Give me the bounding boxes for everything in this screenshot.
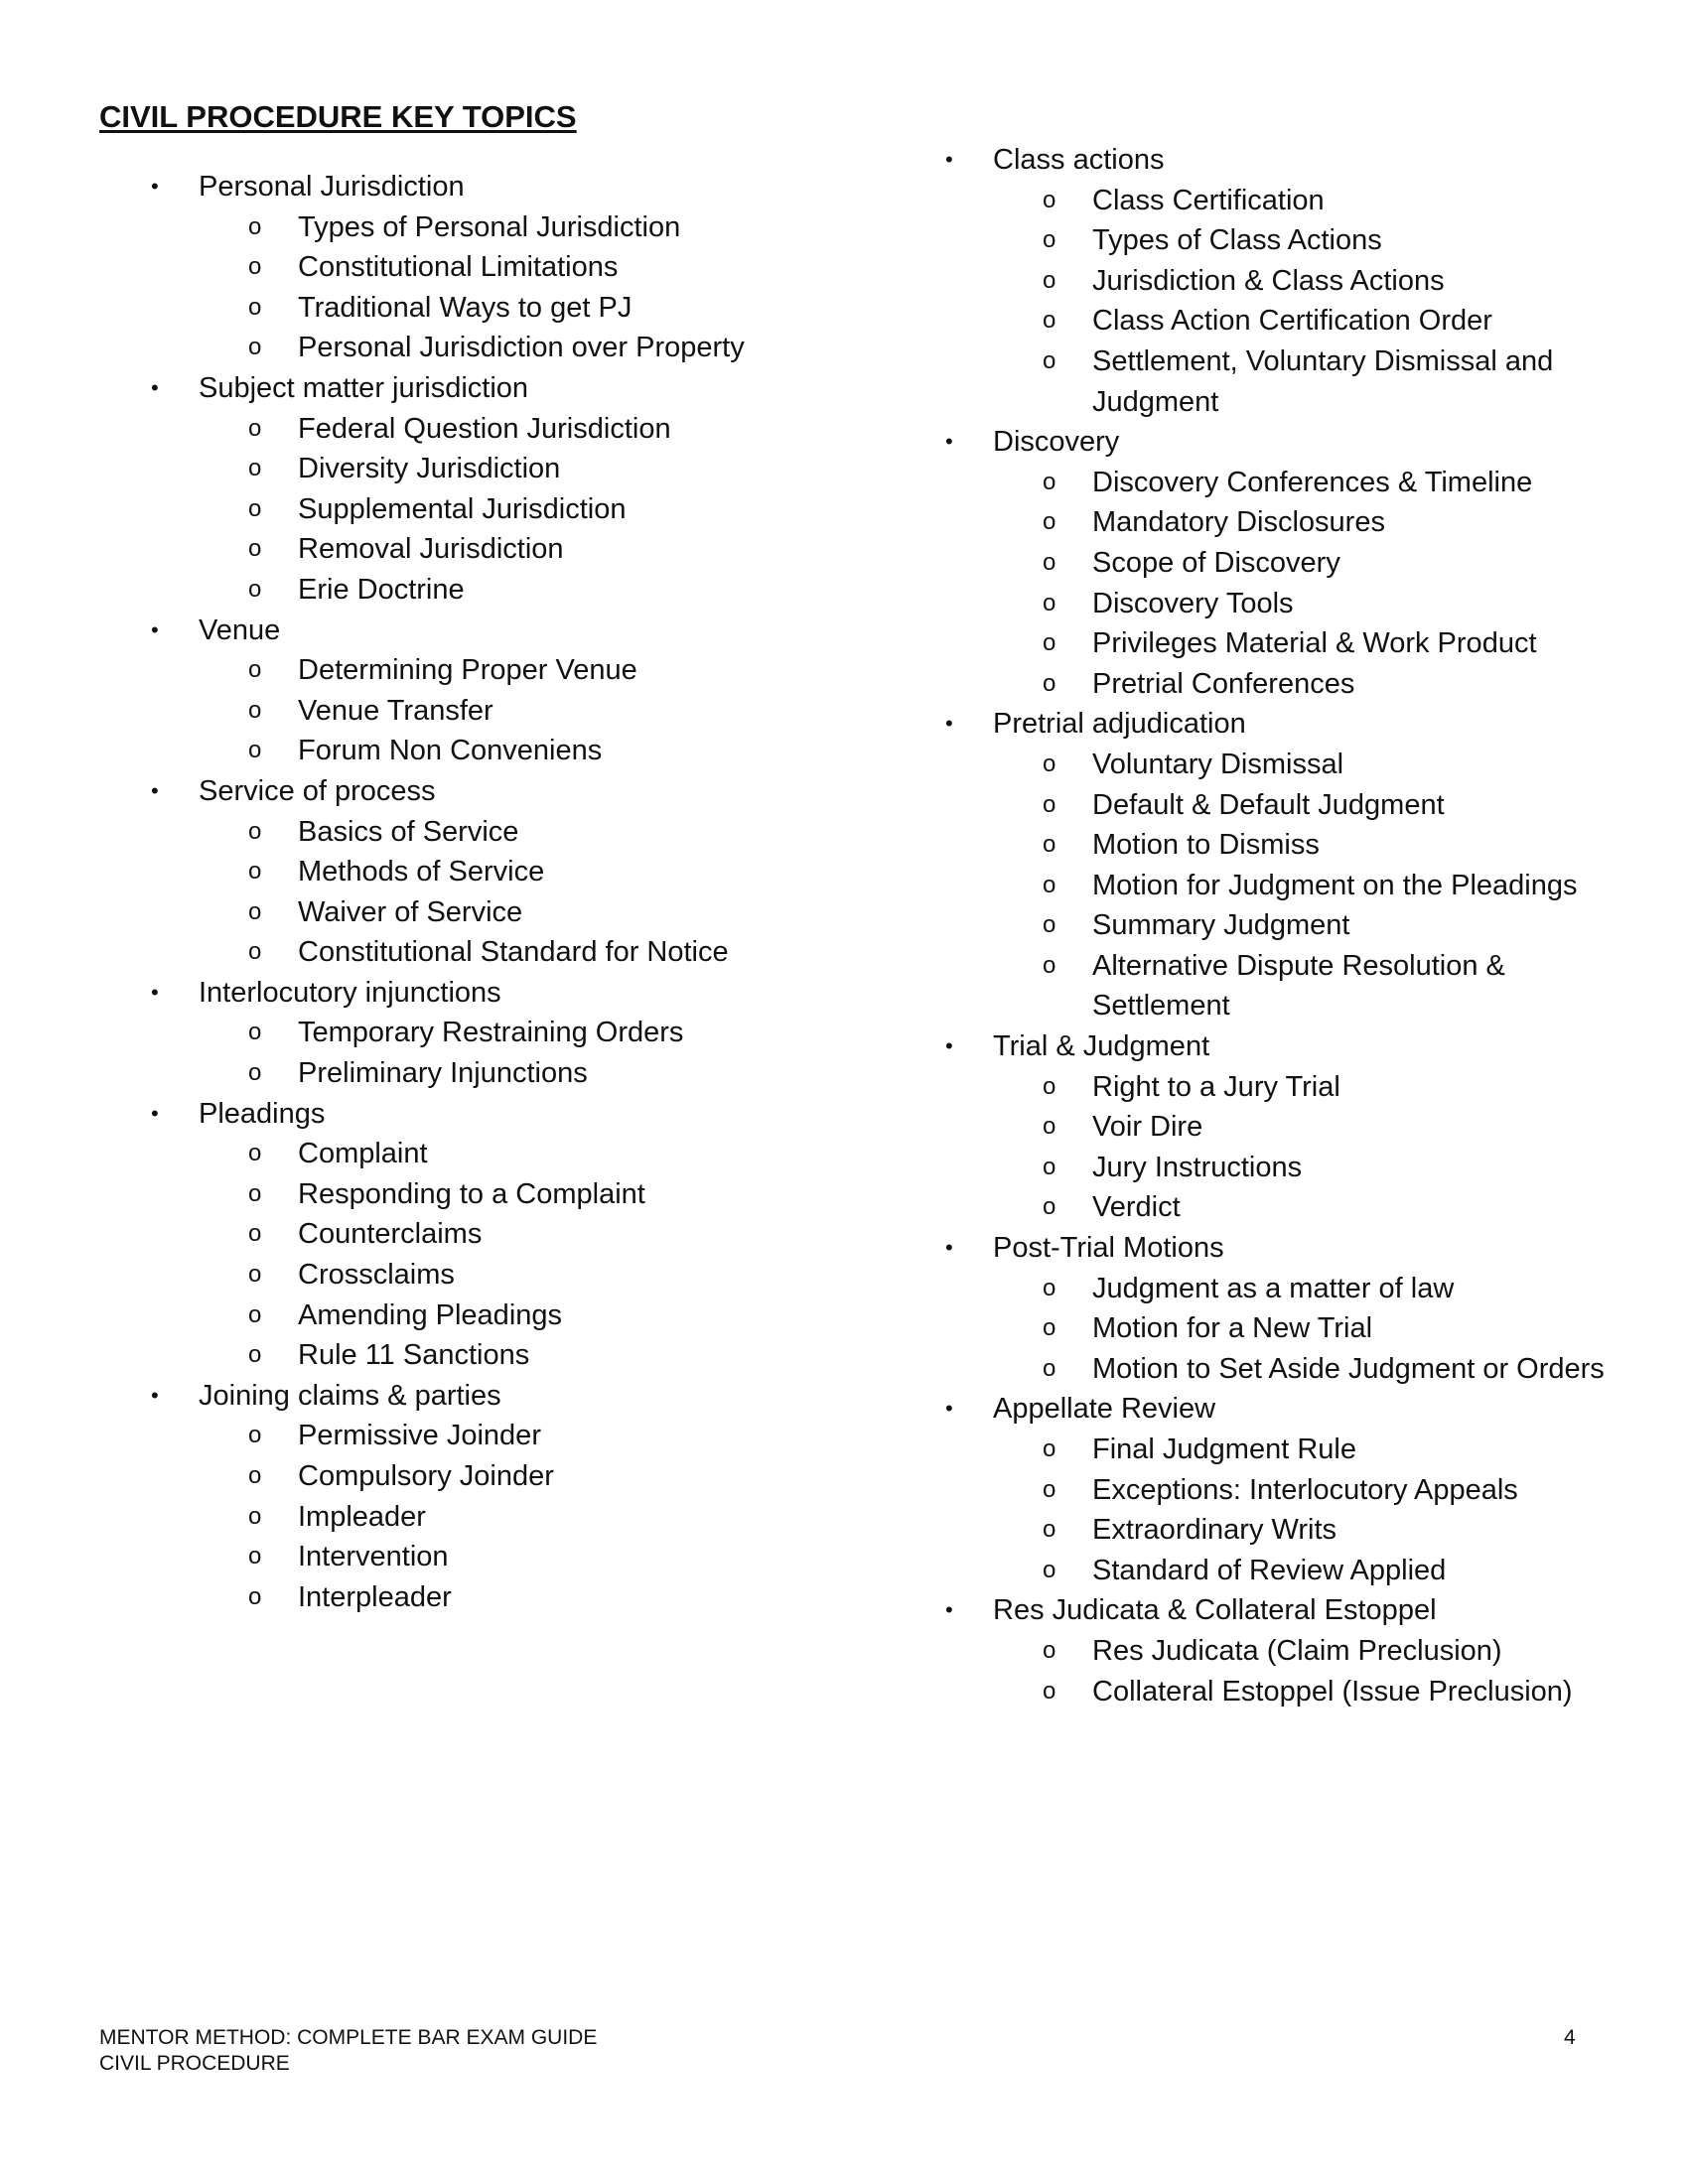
- topic-item: [99, 1094, 854, 1135]
- subtopic-label: Voluntary Dismissal: [1092, 748, 1344, 780]
- topic-item: [99, 368, 854, 409]
- subtopic-item: [894, 584, 1609, 624]
- subtopic-label: Jurisdiction & Class Actions: [1092, 264, 1445, 297]
- topic-item: [99, 973, 854, 1014]
- circle-bullet-icon: o: [248, 1582, 262, 1610]
- subtopic-item: [894, 220, 1609, 261]
- subtopic-item: [99, 1174, 854, 1215]
- circle-bullet-icon: o: [1043, 911, 1056, 939]
- subtopic-label: Mandatory Disclosures: [1092, 506, 1385, 539]
- circle-bullet-icon: o: [1043, 1072, 1056, 1100]
- bullet-icon: •: [151, 616, 159, 642]
- subtopic-label: Motion to Set Aside Judgment or Orders: [1092, 1352, 1605, 1385]
- circle-bullet-icon: o: [248, 897, 262, 925]
- bullet-icon: •: [945, 711, 953, 737]
- circle-bullet-icon: o: [1043, 1193, 1056, 1221]
- circle-bullet-icon: o: [1043, 1677, 1056, 1705]
- subtopic-item: [894, 1067, 1609, 1108]
- circle-bullet-icon: o: [248, 1059, 262, 1087]
- footer: [99, 2025, 597, 2077]
- subtopic-item: [99, 1053, 854, 1094]
- subtopic-label: Privileges Material & Work Product: [1092, 627, 1537, 660]
- subtopic-label: Jury Instructions: [1092, 1151, 1303, 1183]
- subtopic-item: [894, 261, 1609, 302]
- subtopic-item: [894, 1349, 1609, 1390]
- bullet-icon: •: [945, 1597, 953, 1623]
- subtopic-label: Types of Class Actions: [1092, 224, 1382, 257]
- subtopic-label: Basics of Service: [298, 815, 519, 848]
- bullet-icon: •: [151, 374, 159, 400]
- subtopic-label: Impleader: [298, 1500, 426, 1533]
- subtopic-item: [894, 905, 1609, 946]
- subtopic-item: [99, 1296, 854, 1336]
- circle-bullet-icon: o: [1043, 1113, 1056, 1141]
- circle-bullet-icon: o: [248, 414, 262, 442]
- subtopic-label: Voir Dire: [1092, 1111, 1203, 1144]
- circle-bullet-icon: o: [248, 938, 262, 966]
- subtopic-item: [894, 1551, 1609, 1591]
- topic-label: Post-Trial Motions: [993, 1232, 1224, 1265]
- circle-bullet-icon: o: [248, 1140, 262, 1167]
- subtopic-label: Judgment as a matter of law: [1092, 1272, 1455, 1304]
- footer-section-title: CIVIL PROCEDURE: [99, 2052, 290, 2075]
- subtopic-item: [894, 1308, 1609, 1349]
- subtopic-item: [99, 1134, 854, 1174]
- subtopic-item: [99, 932, 854, 973]
- topic-label: Personal Jurisdiction: [199, 171, 465, 203]
- topic-label: Class actions: [993, 144, 1165, 176]
- subtopic-label: Crossclaims: [298, 1259, 455, 1292]
- subtopic-item: [99, 1214, 854, 1255]
- subtopic-label: Permissive Joinder: [298, 1420, 541, 1452]
- topic-item: [894, 704, 1609, 745]
- subtopic-label: Responding to a Complaint: [298, 1177, 645, 1210]
- subtopic-label: Counterclaims: [298, 1218, 483, 1251]
- circle-bullet-icon: o: [1043, 1354, 1056, 1382]
- subtopic-label: Motion for Judgment on the Pleadings: [1092, 869, 1578, 901]
- subtopic-label: Class Action Certification Order: [1092, 305, 1492, 338]
- subtopic-item: [894, 1672, 1609, 1712]
- circle-bullet-icon: o: [1043, 346, 1056, 374]
- circle-bullet-icon: o: [1043, 790, 1056, 818]
- subtopic-label: Methods of Service: [298, 856, 545, 888]
- subtopic-label: Types of Personal Jurisdiction: [298, 210, 681, 243]
- page-title: CIVIL PROCEDURE KEY TOPICS: [99, 99, 577, 134]
- topic-item: [894, 1590, 1609, 1631]
- subtopic-item: [894, 341, 1609, 422]
- circle-bullet-icon: o: [1043, 508, 1056, 536]
- bullet-icon: •: [945, 1235, 953, 1261]
- topic-item: [894, 1389, 1609, 1430]
- subtopic-item: [894, 1269, 1609, 1309]
- topic-item: [99, 771, 854, 812]
- subtopic-item: [99, 892, 854, 933]
- subtopic-label: Interpleader: [298, 1580, 452, 1613]
- subtopic-item: [894, 1631, 1609, 1672]
- subtopic-item: [99, 489, 854, 530]
- subtopic-item: [894, 825, 1609, 866]
- circle-bullet-icon: o: [248, 696, 262, 724]
- subtopic-label: Alternative Dispute Resolution & Settlement: [1092, 949, 1505, 1023]
- circle-bullet-icon: o: [248, 737, 262, 764]
- subtopic-label: Standard of Review Applied: [1092, 1554, 1447, 1586]
- bullet-icon: •: [945, 1396, 953, 1422]
- circle-bullet-icon: o: [248, 1543, 262, 1570]
- circle-bullet-icon: o: [248, 293, 262, 321]
- circle-bullet-icon: o: [1043, 750, 1056, 777]
- circle-bullet-icon: o: [1043, 548, 1056, 576]
- subtopic-item: [99, 288, 854, 329]
- topic-label: Interlocutory injunctions: [199, 976, 501, 1009]
- subtopic-label: Extraordinary Writs: [1092, 1514, 1337, 1547]
- circle-bullet-icon: o: [1043, 468, 1056, 495]
- subtopic-item: [99, 328, 854, 368]
- topic-label: Pleadings: [199, 1097, 326, 1130]
- circle-bullet-icon: o: [1043, 226, 1056, 254]
- subtopic-label: Final Judgment Rule: [1092, 1433, 1356, 1465]
- subtopic-label: Erie Doctrine: [298, 573, 465, 606]
- subtopic-item: [99, 650, 854, 691]
- circle-bullet-icon: o: [1043, 266, 1056, 294]
- circle-bullet-icon: o: [248, 535, 262, 563]
- subtopic-label: Summary Judgment: [1092, 909, 1350, 942]
- bullet-icon: •: [151, 777, 159, 803]
- subtopic-item: [99, 207, 854, 248]
- subtopic-item: [894, 946, 1609, 1026]
- subtopic-item: [99, 409, 854, 450]
- topic-label: Discovery: [993, 426, 1120, 459]
- subtopic-item: [894, 463, 1609, 503]
- circle-bullet-icon: o: [1043, 1556, 1056, 1583]
- circle-bullet-icon: o: [1043, 1636, 1056, 1664]
- subtopic-label: Supplemental Jurisdiction: [298, 492, 627, 525]
- subtopic-item: [894, 623, 1609, 664]
- circle-bullet-icon: o: [1043, 589, 1056, 616]
- circle-bullet-icon: o: [248, 575, 262, 603]
- subtopic-item: [99, 529, 854, 570]
- subtopic-item: [99, 449, 854, 489]
- circle-bullet-icon: o: [248, 334, 262, 361]
- circle-bullet-icon: o: [1043, 186, 1056, 213]
- circle-bullet-icon: o: [1043, 1516, 1056, 1544]
- circle-bullet-icon: o: [248, 1019, 262, 1046]
- subtopic-item: [99, 1577, 854, 1618]
- topic-label: Subject matter jurisdiction: [199, 371, 529, 404]
- subtopic-label: Traditional Ways to get PJ: [298, 291, 633, 324]
- subtopic-label: Removal Jurisdiction: [298, 533, 564, 566]
- bullet-icon: •: [945, 429, 953, 455]
- topic-label: Joining claims & parties: [199, 1379, 501, 1412]
- topic-item: [99, 611, 854, 651]
- circle-bullet-icon: o: [248, 1300, 262, 1328]
- circle-bullet-icon: o: [248, 1341, 262, 1369]
- circle-bullet-icon: o: [1043, 629, 1056, 657]
- circle-bullet-icon: o: [1043, 1435, 1056, 1462]
- subtopic-label: Personal Jurisdiction over Property: [298, 332, 745, 364]
- circle-bullet-icon: o: [248, 1502, 262, 1530]
- bullet-icon: •: [151, 174, 159, 199]
- subtopic-item: [99, 1335, 854, 1376]
- subtopic-item: [99, 1416, 854, 1456]
- subtopic-item: [894, 181, 1609, 221]
- subtopic-item: [894, 1107, 1609, 1148]
- subtopic-label: Motion for a New Trial: [1092, 1312, 1373, 1345]
- topic-label: Trial & Judgment: [993, 1030, 1210, 1063]
- subtopic-item: [894, 543, 1609, 584]
- subtopic-label: Settlement, Voluntary Dismissal and Judgment: [1092, 344, 1554, 418]
- bullet-icon: •: [945, 147, 953, 172]
- circle-bullet-icon: o: [1043, 1475, 1056, 1503]
- subtopic-label: Preliminary Injunctions: [298, 1057, 588, 1090]
- circle-bullet-icon: o: [1043, 669, 1056, 697]
- subtopic-item: [894, 1510, 1609, 1551]
- topic-label: Appellate Review: [993, 1393, 1216, 1426]
- subtopic-item: [99, 570, 854, 611]
- topic-item: [894, 1026, 1609, 1067]
- circle-bullet-icon: o: [248, 1261, 262, 1289]
- subtopic-label: Constitutional Standard for Notice: [298, 936, 729, 969]
- circle-bullet-icon: o: [248, 656, 262, 684]
- right-topic-column: [894, 140, 1609, 1711]
- subtopic-label: Default & Default Judgment: [1092, 788, 1445, 821]
- subtopic-label: Venue Transfer: [298, 694, 493, 727]
- subtopic-item: [894, 1187, 1609, 1228]
- subtopic-item: [894, 1430, 1609, 1470]
- footer-guide-title: MENTOR METHOD: COMPLETE BAR EXAM GUIDE: [99, 2026, 598, 2049]
- subtopic-label: Res Judicata (Claim Preclusion): [1092, 1634, 1502, 1667]
- circle-bullet-icon: o: [1043, 951, 1056, 979]
- topic-label: Pretrial adjudication: [993, 708, 1246, 741]
- circle-bullet-icon: o: [248, 817, 262, 845]
- topic-item: [894, 422, 1609, 463]
- subtopic-label: Rule 11 Sanctions: [298, 1339, 530, 1372]
- subtopic-label: Diversity Jurisdiction: [298, 453, 561, 485]
- subtopic-item: [894, 785, 1609, 826]
- subtopic-label: Right to a Jury Trial: [1092, 1070, 1340, 1103]
- circle-bullet-icon: o: [248, 1462, 262, 1489]
- subtopic-label: Discovery Conferences & Timeline: [1092, 466, 1533, 498]
- subtopic-item: [894, 1470, 1609, 1511]
- subtopic-label: Discovery Tools: [1092, 587, 1294, 619]
- subtopic-item: [99, 1013, 854, 1053]
- bullet-icon: •: [151, 979, 159, 1005]
- subtopic-item: [99, 1497, 854, 1538]
- circle-bullet-icon: o: [248, 858, 262, 886]
- circle-bullet-icon: o: [248, 1220, 262, 1248]
- circle-bullet-icon: o: [1043, 871, 1056, 898]
- subtopic-item: [99, 1255, 854, 1296]
- subtopic-label: Motion to Dismiss: [1092, 829, 1320, 862]
- subtopic-label: Forum Non Conveniens: [298, 735, 603, 767]
- left-topic-column: [99, 167, 854, 1617]
- circle-bullet-icon: o: [1043, 1153, 1056, 1180]
- subtopic-label: Determining Proper Venue: [298, 654, 637, 687]
- subtopic-item: [894, 1148, 1609, 1188]
- topic-item: [99, 1376, 854, 1417]
- subtopic-label: Collateral Estoppel (Issue Preclusion): [1092, 1675, 1573, 1707]
- subtopic-label: Compulsory Joinder: [298, 1460, 554, 1492]
- subtopic-label: Federal Question Jurisdiction: [298, 412, 671, 445]
- circle-bullet-icon: o: [248, 1422, 262, 1449]
- topic-label: Service of process: [199, 774, 436, 807]
- circle-bullet-icon: o: [248, 253, 262, 281]
- subtopic-label: Amending Pleadings: [298, 1298, 563, 1331]
- subtopic-item: [99, 1537, 854, 1577]
- topic-item: [99, 167, 854, 207]
- subtopic-item: [894, 301, 1609, 341]
- subtopic-label: Pretrial Conferences: [1092, 667, 1355, 700]
- subtopic-item: [894, 664, 1609, 705]
- subtopic-item: [894, 745, 1609, 785]
- subtopic-item: [99, 691, 854, 732]
- circle-bullet-icon: o: [248, 494, 262, 522]
- subtopic-item: [99, 1456, 854, 1497]
- page-number: 4: [1564, 2026, 1576, 2049]
- subtopic-item: [99, 812, 854, 853]
- subtopic-label: Class Certification: [1092, 184, 1325, 216]
- topic-label: Venue: [199, 614, 281, 646]
- bullet-icon: •: [945, 1033, 953, 1059]
- circle-bullet-icon: o: [1043, 307, 1056, 335]
- circle-bullet-icon: o: [248, 455, 262, 482]
- subtopic-label: Waiver of Service: [298, 895, 523, 928]
- topic-label: Res Judicata & Collateral Estoppel: [993, 1594, 1437, 1627]
- topic-item: [894, 1228, 1609, 1269]
- subtopic-item: [99, 247, 854, 288]
- bullet-icon: •: [151, 1100, 159, 1126]
- subtopic-label: Intervention: [298, 1541, 449, 1573]
- subtopic-label: Temporary Restraining Orders: [298, 1017, 684, 1049]
- subtopic-item: [894, 866, 1609, 906]
- circle-bullet-icon: o: [1043, 831, 1056, 859]
- subtopic-label: Verdict: [1092, 1191, 1181, 1224]
- circle-bullet-icon: o: [248, 1179, 262, 1207]
- subtopic-item: [894, 502, 1609, 543]
- bullet-icon: •: [151, 1382, 159, 1408]
- subtopic-label: Scope of Discovery: [1092, 546, 1340, 579]
- circle-bullet-icon: o: [1043, 1314, 1056, 1342]
- topic-item: [894, 140, 1609, 181]
- subtopic-item: [99, 731, 854, 771]
- circle-bullet-icon: o: [1043, 1274, 1056, 1301]
- subtopic-item: [99, 852, 854, 892]
- circle-bullet-icon: o: [248, 212, 262, 240]
- subtopic-label: Exceptions: Interlocutory Appeals: [1092, 1473, 1518, 1506]
- subtopic-label: Constitutional Limitations: [298, 251, 619, 284]
- subtopic-label: Complaint: [298, 1138, 428, 1170]
